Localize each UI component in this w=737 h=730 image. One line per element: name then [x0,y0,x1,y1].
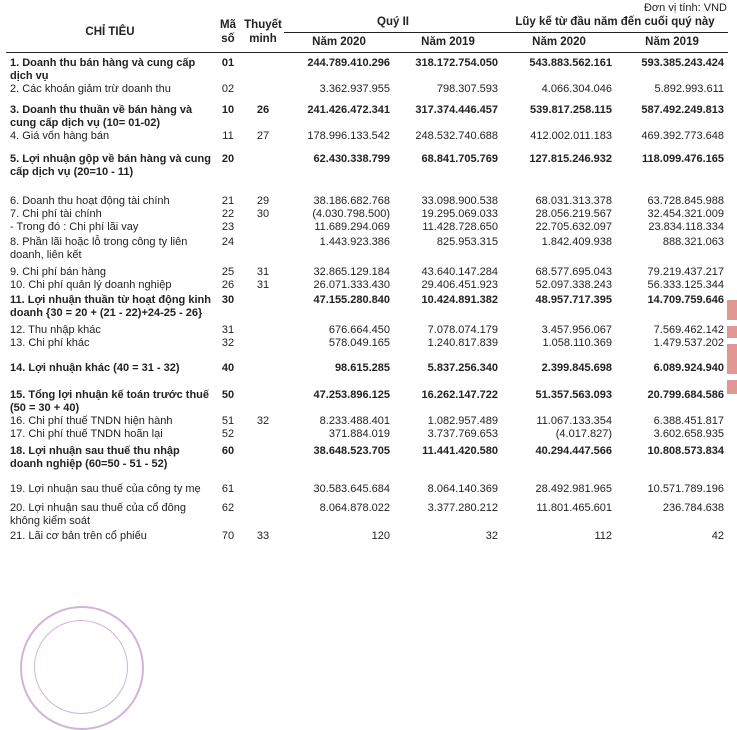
row-c2020: 22.705.632.097 [535,221,613,233]
table-row [6,221,728,234]
table-row [6,428,728,441]
row-note: 26 [256,104,270,116]
row-c2020: 28.056.219.567 [535,208,613,220]
row-q2019: 11.428.728.650 [422,221,499,233]
row-c2019: 63.728.845.988 [647,195,725,207]
row-q2020: 30.583.645.684 [313,483,390,495]
row-c2020: 1.842.409.938 [541,236,613,248]
row-c2020: 543.883.562.161 [529,57,613,69]
row-code: 61 [221,483,235,495]
header-cumulative: Lũy kế từ đầu năm đến cuối quý này [502,14,728,33]
row-c2020: 4.066.304.046 [541,83,613,95]
row-label: 1. Doanh thu bán hàng và cung cấp dịch vụ [10,57,196,82]
row-note [242,83,284,96]
row-note [242,375,284,415]
row-code: 62 [221,502,235,514]
row-c2019: 79.219.437.217 [647,266,725,278]
row-code: 31 [221,324,235,336]
row-c2020: 2.399.845.698 [541,362,613,374]
row-code: 70 [221,530,235,542]
row-label: 17. Chi phí thuế TNDN hoãn lại [10,428,163,440]
row-q2020: 371.884.019 [328,428,390,440]
row-q2019: 10.424.891.382 [421,294,499,306]
row-c2019: 10.571.789.196 [647,483,725,495]
row-q2020: 676.664.450 [328,324,390,336]
table-row [6,337,728,350]
row-c2019: 236.784.638 [662,502,725,514]
row-note [242,53,284,84]
header-note: Thuyết minh [242,14,284,53]
table-row [6,234,728,262]
row-code: 50 [221,389,235,401]
row-q2019: 43.640.147.284 [421,266,499,278]
row-note [242,471,284,496]
row-c2020: 52.097.338.243 [535,279,613,291]
row-c2020: 68.031.313.378 [535,195,613,207]
row-code: 60 [221,445,235,457]
row-label: 15. Tổng lợi nhuận kế toán trước thuế (50 = 30 + 40) [10,389,210,414]
row-q2019: 1.240.817.839 [427,337,499,349]
row-label: 3. Doanh thu thuần về bán hàng và cung cấp dịch vụ (10= 01-02) [10,104,193,129]
row-q2020: 38.648.523.705 [313,445,390,457]
row-code: 02 [221,83,235,95]
row-c2019: 56.333.125.344 [647,279,725,291]
row-q2020: 1.443.923.386 [319,236,390,248]
table-row [6,320,728,337]
row-note [242,496,284,528]
row-c2020: 3.457.956.067 [541,324,613,336]
row-q2019: 32 [485,530,499,542]
table-row [6,496,728,528]
row-c2019: 593.385.243.424 [641,57,725,69]
row-q2019: 3.377.280.212 [427,502,499,514]
row-q2020: (4.030.798.500) [312,208,390,220]
row-note: 31 [256,279,270,291]
row-q2020: 47.253.896.125 [313,389,390,401]
table-row [6,441,728,471]
row-label: 7. Chi phí tài chính [10,208,102,220]
row-q2020: 38.186.682.768 [313,195,390,207]
table-row [6,130,728,143]
row-label: 16. Chi phí thuế TNDN hiện hành [10,415,173,427]
row-c2019: 3.602.658.935 [653,428,725,440]
header-c-2020: Năm 2020 [502,33,616,53]
row-code: 52 [221,428,235,440]
row-c2020: 40.294.447.566 [535,445,613,457]
row-label: 2. Các khoản giảm trừ doanh thu [10,83,171,95]
row-note: 27 [256,130,270,142]
row-c2020: 412.002.011.183 [530,130,613,142]
row-c2020: 68.577.695.043 [535,266,613,278]
row-label: 9. Chi phí bán hàng [10,266,107,278]
table-row [6,279,728,292]
table-row [6,350,728,375]
row-note [242,320,284,337]
row-c2019: 888.321.063 [662,236,725,248]
row-code: 40 [221,362,235,374]
row-q2020: 11.689.294.069 [314,221,390,233]
row-note [242,143,284,179]
row-note [242,441,284,471]
row-label: 19. Lợi nhuận sau thuế của công ty mẹ [10,483,201,495]
row-q2020: 98.615.285 [334,362,390,374]
row-label: 4. Giá vốn hàng bán [10,130,110,142]
row-c2019: 23.834.118.334 [648,221,725,233]
header-quarter: Quý II [284,14,502,33]
row-q2019: 318.172.754.050 [415,57,499,69]
row-label: - Trong đó : Chi phí lãi vay [10,221,139,233]
row-note: 29 [256,195,270,207]
row-c2019: 469.392.773.648 [641,130,725,142]
row-c2019: 587.492.249.813 [641,104,725,116]
row-note [242,337,284,350]
row-q2019: 5.837.256.340 [427,362,499,374]
table-row [6,528,728,543]
row-code: 30 [221,294,235,306]
unit-label: Đơn vị tính: VND [643,2,727,14]
row-c2020: 11.801.465.601 [536,502,613,514]
table-row [6,262,728,279]
row-q2019: 1.082.957.489 [427,415,499,427]
row-c2020: 127.815.246.932 [529,153,613,165]
row-q2019: 7.078.074.179 [427,324,499,336]
row-q2020: 178.996.133.542 [307,130,390,142]
row-code: 25 [221,266,235,278]
row-label: 8. Phần lãi hoặc lỗ trong công ty liên doanh, liên kết [10,236,188,261]
row-q2019: 11.441.420.580 [422,445,499,457]
row-q2019: 19.295.069.033 [421,208,499,220]
row-c2020: 28.492.981.965 [535,483,613,495]
row-q2020: 120 [371,530,390,542]
row-c2019: 14.709.759.646 [647,294,725,306]
table-row [6,96,728,130]
row-label: 10. Chi phí quản lý doanh nghiệp [10,279,172,291]
row-note [242,292,284,320]
row-q2020: 62.430.338.799 [313,153,390,165]
row-q2020: 3.362.937.955 [319,83,390,95]
income-statement-table [6,14,728,543]
row-label: 14. Lợi nhuận khác (40 = 31 - 32) [10,362,180,374]
row-q2019: 8.064.140.369 [427,483,499,495]
row-q2019: 33.098.900.538 [421,195,499,207]
row-c2020: 48.957.717.395 [535,294,613,306]
row-q2020: 8.233.488.401 [319,415,390,427]
table-row [6,415,728,428]
row-note [242,221,284,234]
row-q2019: 29.406.451.923 [421,279,499,291]
row-c2020: (4.017.827) [555,428,613,440]
row-q2019: 825.953.315 [436,236,499,248]
header-indicator: CHỈ TIÊU [6,14,214,53]
row-c2019: 20.799.684.586 [647,389,725,401]
row-note: 31 [256,266,270,278]
row-code: 26 [221,279,235,291]
row-note: 32 [256,415,270,427]
row-label: 11. Lợi nhuận thuần từ hoạt động kinh doanh {30 = 20 + (21 - 22)+24-25 - 26} [10,294,211,319]
row-label: 13. Chi phí khác [10,337,90,349]
row-label: 12. Thu nhập khác [10,324,101,336]
row-c2020: 112 [594,530,613,542]
row-q2020: 47.155.280.840 [313,294,390,306]
row-c2019: 5.892.993.611 [654,83,725,95]
row-c2019: 42 [711,530,725,542]
row-q2020: 26.071.333.430 [313,279,390,291]
row-label: 21. Lãi cơ bản trên cổ phiếu [10,530,147,542]
table-row [6,208,728,221]
row-code: 01 [221,57,235,69]
row-c2019: 7.569.462.142 [653,324,725,336]
row-code: 23 [221,221,235,233]
row-code: 24 [221,236,235,248]
row-label: 6. Doanh thu hoạt động tài chính [10,195,170,207]
row-q2019: 317.374.446.457 [415,104,499,116]
row-q2020: 244.789.410.296 [307,57,390,69]
table-row [6,53,728,84]
row-q2019: 248.532.740.688 [415,130,499,142]
table-row [6,143,728,179]
row-note [242,234,284,262]
header-code: Mã số [214,14,242,53]
row-label: 18. Lợi nhuận sau thuế thu nhập doanh nghiệp (60=50 - 51 - 52) [10,445,180,470]
row-c2019: 32.454.321.009 [647,208,725,220]
row-code: 21 [221,195,235,207]
row-label: 20. Lợi nhuận sau thuế của cổ đông không kiểm soát [10,502,187,527]
red-stamp-edge [727,300,737,440]
table-row [6,375,728,415]
row-q2020: 8.064.878.022 [319,502,390,514]
row-c2019: 6.388.451.817 [653,415,725,427]
row-c2020: 11.067.133.354 [536,415,613,427]
row-code: 22 [221,208,235,220]
header-c-2019: Năm 2019 [616,33,728,53]
row-c2019: 10.808.573.834 [647,445,725,457]
row-q2020: 32.865.129.184 [313,266,390,278]
row-note [242,428,284,441]
row-c2020: 1.058.110.369 [542,337,613,349]
row-q2019: 3.737.769.653 [427,428,499,440]
table-row [6,292,728,320]
row-note: 33 [256,530,270,542]
row-note: 30 [256,208,270,220]
row-note [242,350,284,375]
row-label: 5. Lợi nhuận gộp về bán hàng và cung cấp dịch vụ (20=10 - 11) [10,153,211,178]
row-code: 51 [221,415,235,427]
row-q2020: 578.049.165 [328,337,390,349]
row-code: 20 [221,153,235,165]
row-c2020: 539.817.258.115 [530,104,613,116]
row-c2019: 6.089.924.940 [653,362,725,374]
row-q2019: 68.841.705.769 [421,153,499,165]
row-q2020: 241.426.472.341 [307,104,390,116]
row-c2019: 1.479.537.202 [653,337,725,349]
row-q2019: 16.262.147.722 [421,389,499,401]
header-q-2020: Năm 2020 [284,33,394,53]
table-row [6,471,728,496]
header-q-2019: Năm 2019 [394,33,502,53]
row-q2019: 798.307.593 [436,83,499,95]
row-code: 32 [221,337,235,349]
row-c2019: 118.099.476.165 [642,153,725,165]
table-row [6,179,728,208]
company-seal-inner [34,620,128,714]
row-code: 11 [222,130,234,142]
table-row [6,83,728,96]
row-c2020: 51.357.563.093 [535,389,613,401]
row-code: 10 [221,104,235,116]
